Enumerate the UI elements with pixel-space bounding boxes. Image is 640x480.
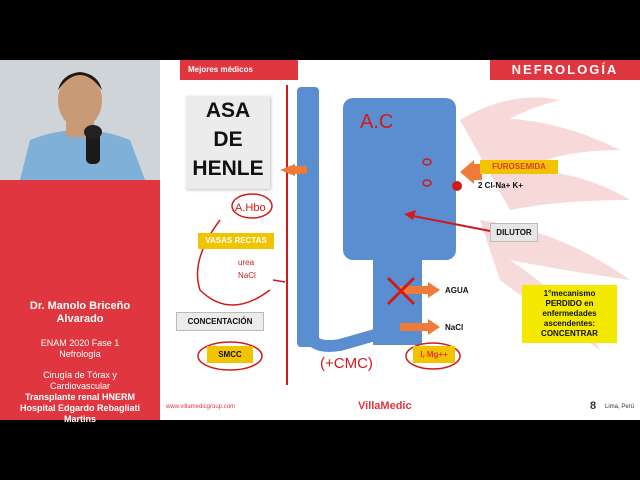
hand-note-urea: urea	[238, 258, 255, 267]
exam-info	[0, 338, 160, 360]
speaker-avatar-illustration	[0, 60, 160, 180]
transporter-dot	[452, 181, 462, 191]
page-number: 8	[590, 400, 597, 412]
loop-bend	[308, 330, 375, 346]
mechanism-line: 1°mecanismo	[543, 289, 596, 298]
speaker-bio	[0, 370, 160, 425]
nacl-label: NaCl	[445, 323, 464, 332]
title-line: DE	[213, 128, 243, 151]
arrow-right-icon	[428, 282, 440, 298]
dilutor-label: DILUTOR	[490, 223, 538, 242]
lecture-slide	[160, 60, 640, 420]
speaker-name-line1: Dr. Manolo Briceño	[29, 300, 131, 312]
smcc-label: SMCC	[207, 346, 253, 363]
footer-city: Lima, Perú	[605, 404, 635, 410]
speaker-name	[0, 300, 160, 326]
mechanism-line: PERDIDO en	[545, 299, 594, 308]
exam-line2: Nefrología	[59, 349, 101, 359]
slogan-tab: Mejores médicos	[180, 60, 298, 80]
mechanism-box	[522, 285, 617, 343]
video-frame	[0, 60, 640, 424]
bio-line: Transplante renal HNERM	[24, 392, 136, 402]
bio-line: Martins	[63, 414, 96, 424]
arrow-left-icon	[460, 160, 474, 184]
exam-line1: ENAM 2020 Fase 1	[40, 338, 120, 348]
speaker-info-panel	[0, 180, 160, 424]
mechanism-line: enfermedades	[542, 309, 597, 318]
hand-note-adh: A.Hbo	[235, 202, 266, 214]
hand-note-ac: A.C	[360, 111, 394, 133]
speaker-webcam	[0, 60, 160, 180]
section-title: NEFROLOGÍA	[490, 60, 640, 80]
bio-line: Cardiovascular	[49, 381, 111, 391]
arrow-right-icon	[428, 319, 440, 335]
mg-label: I, Mg++	[413, 346, 455, 363]
furosemida-label: FUROSEMIDA	[480, 160, 558, 174]
footer-url: www.villamedicgroup.com	[166, 404, 236, 410]
bio-line: Hospital Edgardo Rebagliati	[19, 403, 140, 413]
mechanism-line: ascendentes:	[543, 319, 596, 328]
speaker-name-line2: Alvarado	[56, 313, 104, 325]
arrow-left-icon	[404, 210, 416, 220]
mechanism-line: CONCENTRAR	[541, 329, 598, 338]
transporter-label: 2 Cl-Na+ K+	[478, 181, 523, 190]
concentacion-label: CONCENTACIÓN	[176, 312, 264, 331]
brand-logo: VillaMedic	[358, 400, 412, 412]
agua-label: AGUA	[445, 286, 469, 295]
hand-note-cmc: (+CMC)	[320, 355, 373, 372]
title-line: HENLE	[192, 157, 264, 180]
vasas-rectas-label: VASAS RECTAS	[198, 233, 274, 249]
bio-line: Cirugía de Tórax y	[43, 370, 117, 380]
title-line: ASA	[205, 99, 251, 122]
hand-note-nacl: NaCl	[238, 271, 256, 280]
